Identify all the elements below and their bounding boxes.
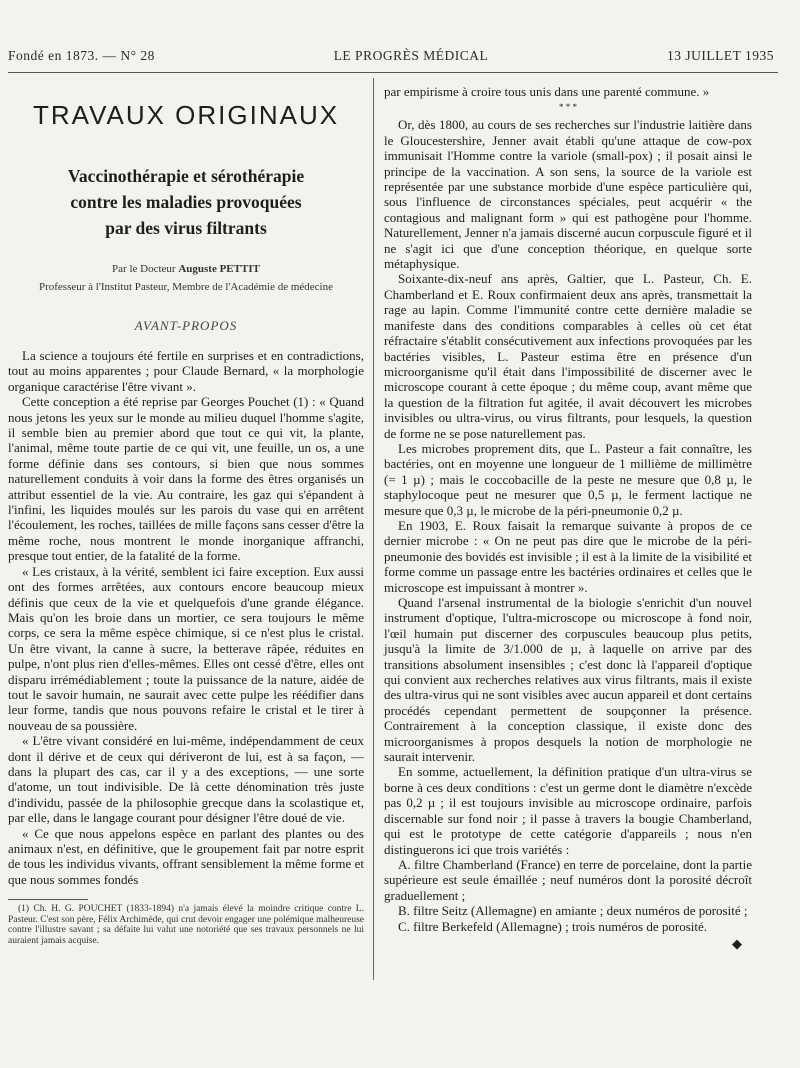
paragraph: Cette conception a été reprise par Georges Pouchet (1) : « Quand nous jetons les yeux sur le monde au milieu duquel l'homme s'agite, il semble bien au premier abord que tout ce qui vit, la plante, l'animal, même toute partie de ce qui vit, une feuille, un os, a une forme définie dans ses contours, si bien que nous sommes naturellement conduits à voir dans la forme des êtres organisés un attribut essentiel de la vie. Au contraire, les gaz qui s'épandent à l'infini, les liquides moulés sur les parois du vase qui en arrêtent l'écoulement, les roches, taillées de mille façons sans cesser d'être la même roche, nous montrent le monde inorganique affranchi, presque tout entier, de la fatalité de la forme. (8, 394, 364, 564)
foreword-heading: AVANT-PROPOS (134, 318, 238, 333)
running-header (8, 48, 774, 64)
footnote-rule (8, 899, 88, 900)
footnote: (1) Ch. H. G. POUCHET (1833-1894) n'a jamais élevé la moindre critique contre L. Pasteur. C'est son père, Félix Archimède, qui crut devoir engager une polémique malheureuse contre l'illustre savant ; sa défaite lui valut une notoriété que ses travaux personnels ne lui auraient jamais acquise. (8, 904, 364, 946)
left-column (8, 78, 364, 946)
paragraph: Soixante-dix-neuf ans après, Galtier, que L. Pasteur, Ch. E. Chamberland et E. Roux confirmaient deux ans après, transmettait la rage au lapin. Comme l'immunité contre cette dernière maladie se manifeste dans des conditions comparables à celles où cet état réfractaire s'établit consécutivement aux infections provoquées par les bactéries visibles, L. Pasteur estima être en présence d'un microorganisme qu'il était dans l'impossibilité de discerner avec le microscope courant à cette époque ; du même coup, avant même que la question de la filtration fut agitée, il avait découvert les microbes invisibles ou ultra-virus, ou virus filtrants, pour lesquels, la question de forme ne se pose naturellement pas. (384, 271, 752, 441)
header-journal-name: LE PROGRÈS MÉDICAL (333, 48, 489, 63)
article-title-line: Vaccinothérapie et sérothérapie (67, 166, 305, 186)
paragraph: « Les cristaux, à la vérité, semblent ici faire exception. Eux aussi ont des formes arrêtées, aux contours encore beaucoup mieux définis que ceux de la vie et quelquefois d'une grande élégance. Mais qu'on les broie dans un mortier, ce sera toujours le même corps, ce sera la même espèce chimique, si ce n'est plus le cristal. Un être vivant, la canne à sucre, la betterave râpée, réduites en pulpe, n'ont plus rien d'elles-mêmes. Elles ont cessé d'être, elles ont disparu irrémédiablement ; toute la puissance de la nature, aidée de tout le savoir humain, ne saurait avec cette pulpe les réédifier dans leur forme, tandis que nous pouvons refaire le cristal et le tirer à nouveau de sa poussière. (8, 563, 364, 733)
byline (8, 263, 364, 275)
paragraph: « L'être vivant considéré en lui-même, indépendamment de ceux dont il dérive et de ceux qui dériveront de lui, est à sa façon, — dans la plupart des cas, car il y a des exceptions, — une sorte d'atome, un tout indivisible. De là cette dénomination très juste d'individu, passée de la philosophie grecque dans la scolastique et, par elle, dans le langage courant pour désigner l'être doué de vie. (8, 733, 364, 826)
header-founded: Fondé en 1873. — N° 28 (8, 48, 155, 63)
right-column (384, 84, 752, 952)
author-name: Auguste PETTIT (178, 263, 260, 275)
section-break-stars: * * * (559, 102, 577, 113)
article-title-line: par des virus filtrants (105, 218, 267, 238)
paragraph: Or, dès 1800, au cours de ses recherches sur l'industrie laitière dans le Gloucestershire, Jenner avait établi qu'une attaque de cow-pox immunisait l'Homme contre la variole (small-pox) ; il posait ainsi le principe de la vaccination. A son sens, la source de la variole est représentée par une substance morbide d'une espèce particulière qui, sous l'influence de circonstances spéciales, peut acquérir « the contagious and malignant form » qui est pathogène pour l'homme. Naturellement, Jenner n'a jamais discerné aucun corpuscule figuré et il ne s'agit ici que d'une conception théorique, en quelque sorte métaphysique. (384, 117, 752, 272)
paragraph: « Ce que nous appelons espèce en parlant des plantes ou des animaux n'est, en définitive, que le groupement fait par notre esprit de tous les individus vivants, offrant sensiblement la même forme et que nous sommes fondés (8, 825, 364, 887)
filter-list-item: A. filtre Chamberland (France) en terre de porcelaine, dont la partie supérieure est seule émaillée ; neuf numéros dont la porosité décroît graduellement ; (384, 856, 752, 903)
end-of-article-mark: ◆ (732, 935, 742, 951)
left-body-text (8, 348, 364, 887)
article-title-line: contre les maladies provoquées (70, 192, 302, 212)
column-divider (373, 78, 374, 980)
author-affiliation: Professeur à l'Institut Pasteur, Membre de l'Académie de médecine (38, 281, 333, 293)
section-title: TRAVAUX ORIGINAUX (33, 100, 340, 130)
article-title (8, 163, 364, 241)
filter-list-item: C. filtre Berkefeld (Allemagne) ; trois numéros de porosité. (398, 918, 708, 934)
paragraph: par empirisme à croire tous unis dans une parenté commune. » (384, 84, 710, 99)
filter-list-item: B. filtre Seitz (Allemagne) en amiante ; deux numéros de porosité ; (398, 903, 748, 919)
header-date: 13 JUILLET 1935 (667, 48, 774, 63)
paragraph: En somme, actuellement, la définition pratique d'un ultra-virus se borne à ces deux conditions : c'est un germe dont le diamètre n'excède pas 0,2 µ ; il est toujours invisible au microscope ordinaire, parfois discernable sur fond noir ; il passe à travers la bougie Chamberland, qui est le prototype de cette catégorie d'appareils ; nous n'en distinguerons ici que trois variétés : (384, 764, 752, 857)
paragraph: Quand l'arsenal instrumental de la biologie s'enrichit d'un nouvel instrument d'optique, l'ultra-microscope ou microscope à fond noir, l'œil humain put discerner des corpuscules beaucoup plus petits, jusqu'à la limite de 3/1.000 de µ, à laquelle on arrive par des transitions absolument insensibles ; c'est donc là l'appareil d'optique qui convient aux recherches relatives aux virus filtrants, mais il existe des ultra-virus qui ne sont visibles avec aucun appareil et dont certains procédés cependant permettent de soupçonner la présence. Contrairement à la conception classique, il existe donc des microorganismes à propos desquels la notion de morphologie ne saurait intervenir. (384, 595, 752, 765)
paragraph: La science a toujours été fertile en surprises et en contradictions, tout au moins apparentes ; pour Claude Bernard, « la morphologie organique caractérise l'être vivant ». (8, 348, 364, 394)
byline-prefix: Par le Docteur (112, 263, 176, 275)
header-rule (8, 72, 778, 73)
paragraph: En 1903, E. Roux faisait la remarque suivante à propos de ce dernier microbe : « On ne peut pas dire que le microbe de la péri-pneumonie des bovidés est invisible ; il est à la limite de la visibilité et forme comme un passage entre les bactéries ordinaires et celles que le microscope est impuissant à montrer ». (384, 517, 752, 595)
paragraph: Les microbes proprement dits, que L. Pasteur a fait connaître, les bactéries, ont en moyenne une longueur de 1 millième de millimètre (= 1 µ) ; mais le coccobacille de la peste ne mesure que 0,8 µ, le staphylocoque peut ne mesurer que 0,5 µ, le ferment lactique ne mesure que 0,3 µ, le microbe de la péri-pneumonie 0,2 µ. (384, 440, 752, 518)
